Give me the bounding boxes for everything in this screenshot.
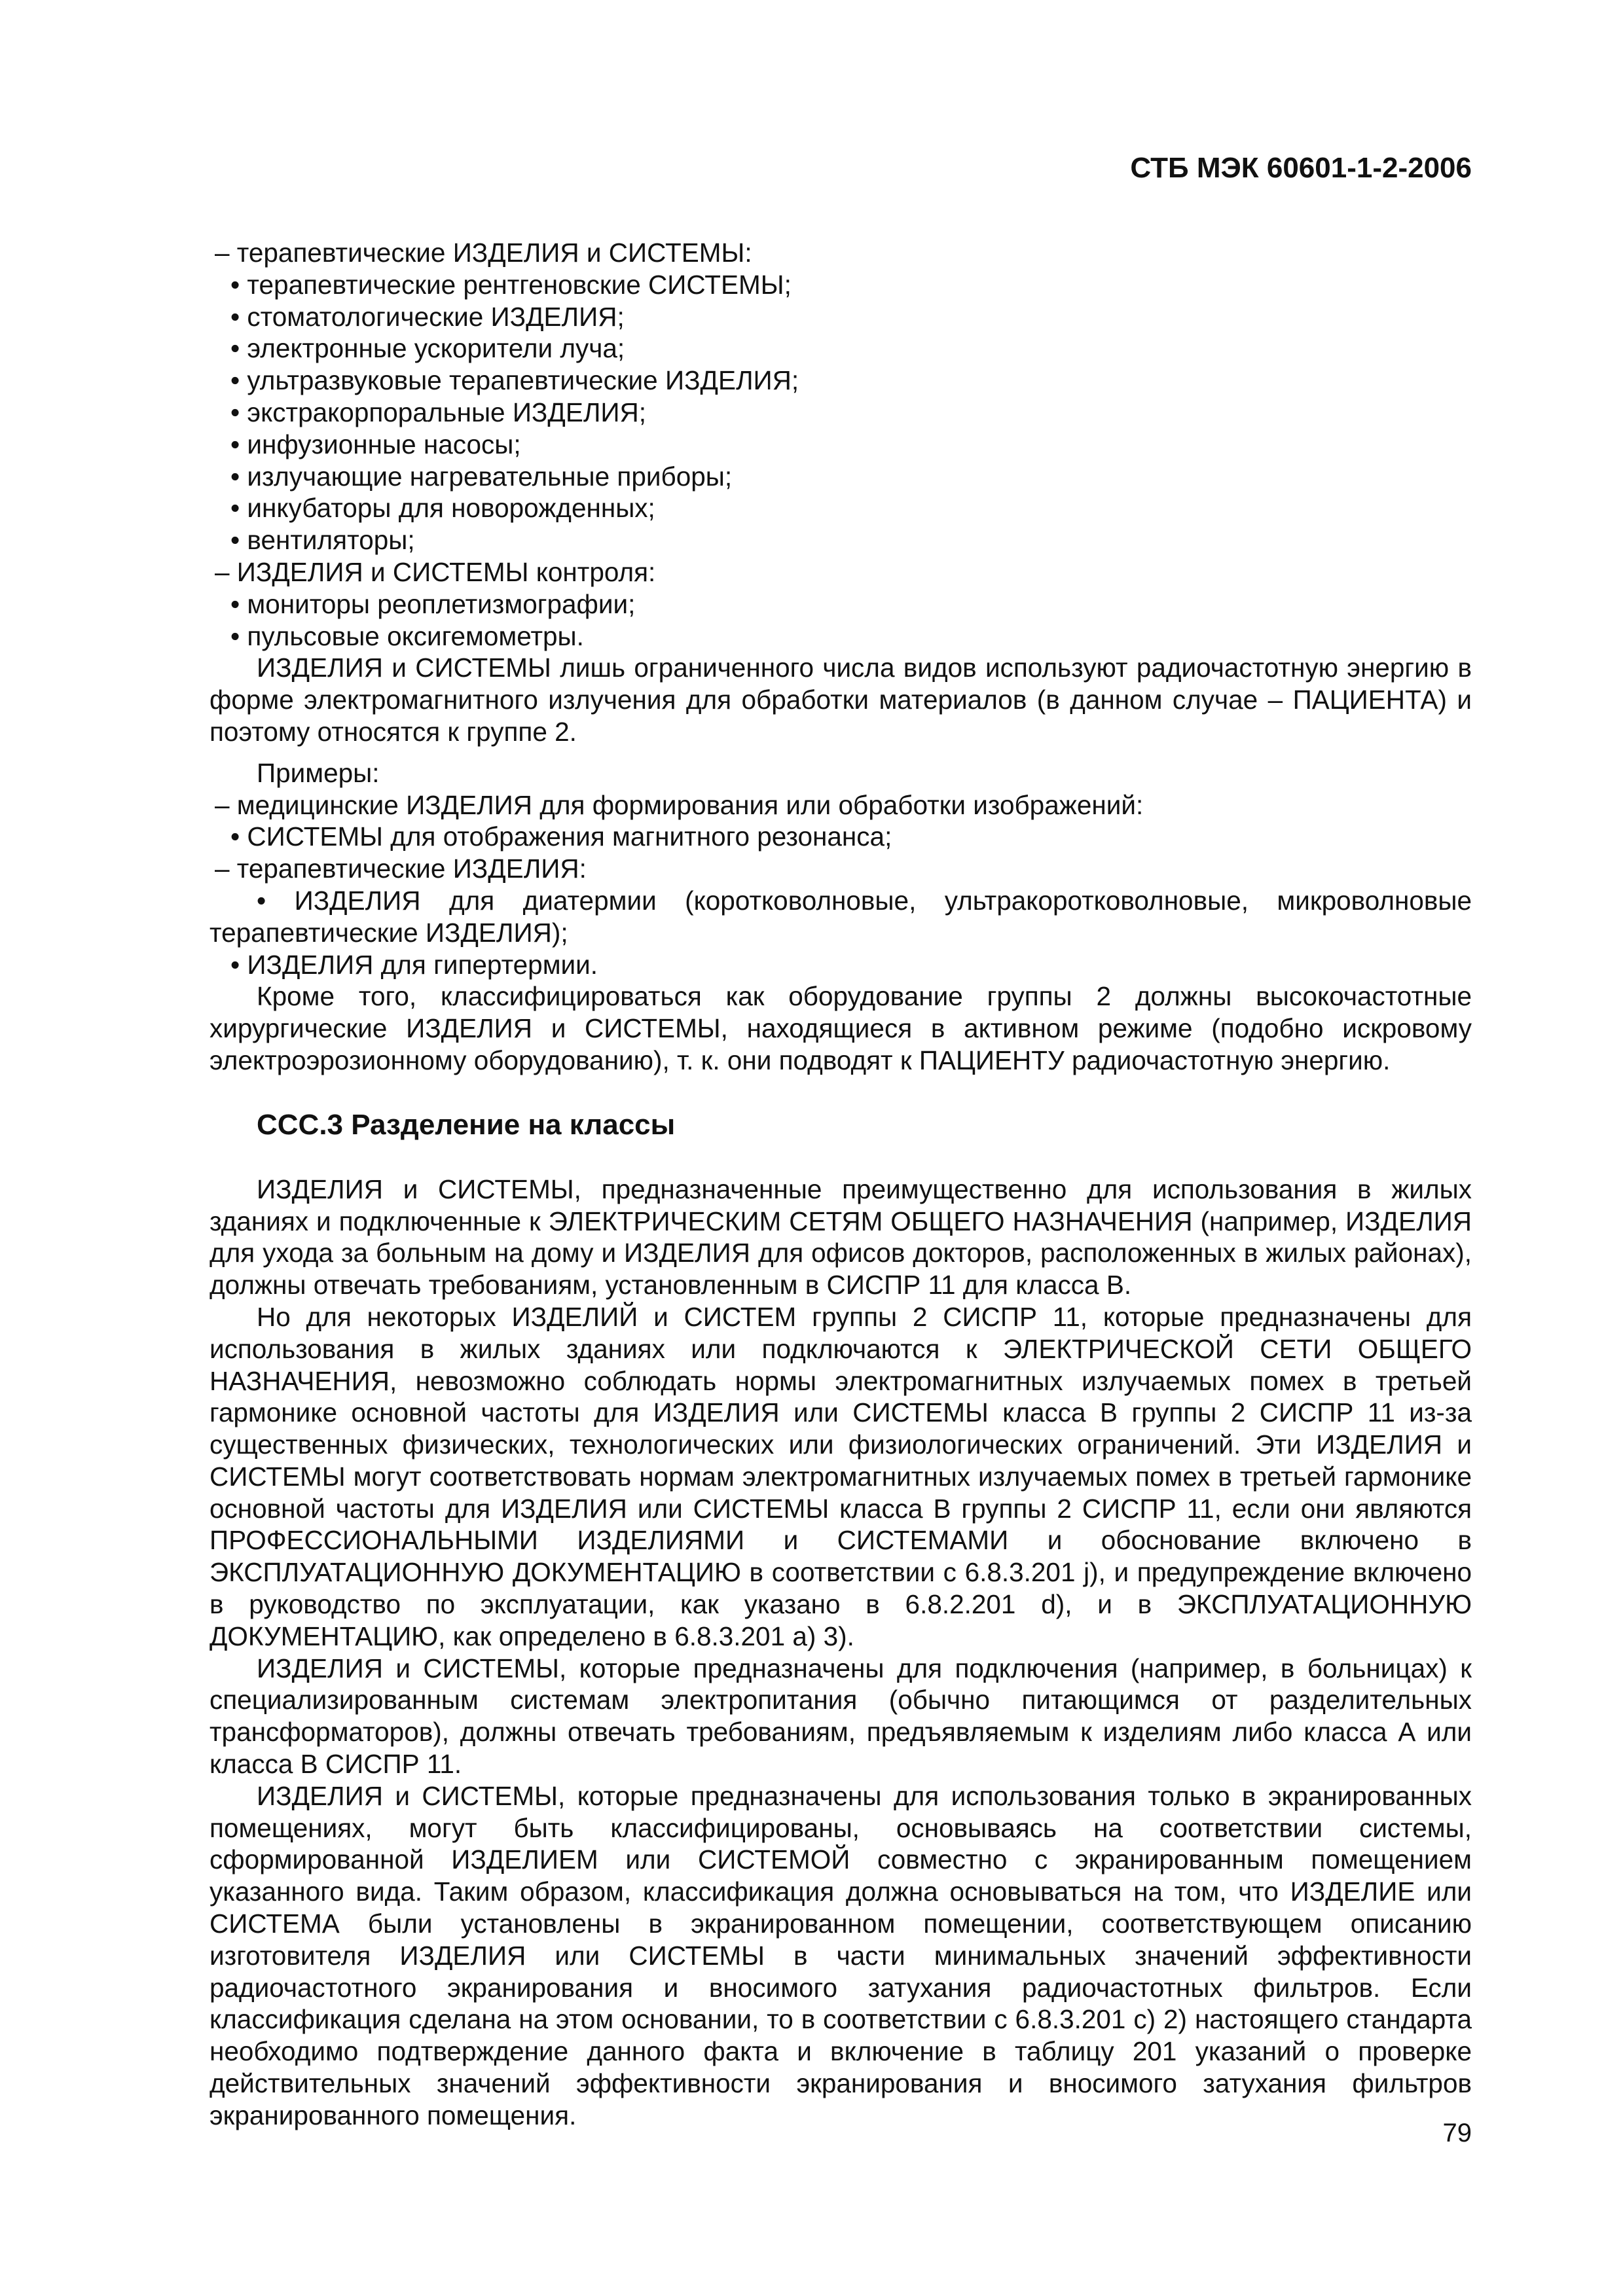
list-item: • СИСТЕМЫ для отображения магнитного резонанса; (230, 821, 892, 852)
section-paragraph: Но для некоторых ИЗДЕЛИЙ и СИСТЕМ группы 2 СИСПР 11, которые предназначены для использования в жилых зданиях или подключаются к ЭЛЕКТРИЧЕСКОЙ СЕТИ ОБЩЕГО НАЗНАЧЕНИЯ, невозможно соблюдать нормы электромагнитных излучаемых помех в третьей гармонике основной частоты для ИЗДЕЛИЯ или СИСТЕМЫ класса В группы 2 СИСПР 11 из-за существенных физических, технологических или физиологических ограничений. Эти ИЗДЕЛИЯ и СИСТЕМЫ могут соответствовать нормам электромагнитных излучаемых помех в третьей гармонике основной частоты для ИЗДЕЛИЯ или СИСТЕМЫ класса В группы 2 СИСПР 11, если они являются ПРОФЕССИОНАЛЬНЫМИ ИЗДЕЛИЯМИ и СИСТЕМАМИ и обоснование включено в ЭКСПЛУАТАЦИОННУЮ ДОКУМЕНТАЦИЮ в соответствии с 6.8.3.201 j), и предупреждение включено в руководство по эксплуатации, как указано в 6.8.2.201 d), и в ЭКСПЛУАТАЦИОННУЮ ДОКУМЕНТАЦИЮ, как определено в 6.8.3.201 а) 3). (210, 1301, 1472, 1651)
surgical-paragraph: Кроме того, классифицироваться как оборудование группы 2 должны высокочастотные хирургические ИЗДЕЛИЯ и СИСТЕМЫ, находящиеся в активном режиме (подобно искровому электроэрозионному оборудованию), т. к. они подводят к ПАЦИЕНТУ радиочастотную энергию. (210, 981, 1472, 1075)
list-item: • пульсовые оксигемометры. (230, 620, 584, 651)
examples-label: Примеры: (257, 757, 380, 788)
list-item: • стоматологические ИЗДЕЛИЯ; (230, 301, 625, 332)
therapeutic-list-heading: – терапевтические ИЗДЕЛИЯ и СИСТЕМЫ: (215, 238, 752, 268)
section-title: CCC.3 Разделение на классы (257, 1108, 676, 1141)
list-item: • ИЗДЕЛИЯ для диатермии (коротковолновые, ультракоротковолновые, микроволновые терапевтические ИЗДЕЛИЯ); (210, 885, 1472, 948)
monitoring-list-heading: – ИЗДЕЛИЯ и СИСТЕМЫ контроля: (215, 556, 656, 587)
group2-intro-paragraph: ИЗДЕЛИЯ и СИСТЕМЫ лишь ограниченного числа видов используют радиочастотную энергию в форме электромагнитного излучения для обработки материалов (в данном случае – ПАЦИЕНТА) и поэтому относятся к группе 2. (210, 653, 1472, 747)
medical-list-heading: – медицинские ИЗДЕЛИЯ для формирования или обработки изображений: (215, 789, 1144, 820)
list-item: • ультразвуковые терапевтические ИЗДЕЛИЯ; (230, 365, 799, 396)
list-item: • терапевтические рентгеновские СИСТЕМЫ; (230, 269, 792, 300)
list-item: • инкубаторы для новорожденных; (230, 493, 655, 524)
list-item: • вентиляторы; (230, 525, 415, 556)
list-item: • экстракорпоральные ИЗДЕЛИЯ; (230, 397, 647, 427)
section-paragraph: ИЗДЕЛИЯ и СИСТЕМЫ, которые предназначены для использования только в экранированных помещениях, могут быть классифицированы, основываясь на соответствии системы, сформированной ИЗДЕЛИЕМ или СИСТЕМОЙ совместно с экранированным помещением указанного вида. Таким образом, классификация должна основываться на том, что ИЗДЕЛИЕ или СИСТЕМА были установлены в экранированном помещении, соответствующем описанию изготовителя ИЗДЕЛИЯ или СИСТЕМЫ в части минимальных значений эффективности радиочастотного экранирования и вносимого затухания радиочастотных фильтров. Если классификация сделана на этом основании, то в соответствии с 6.8.3.201 с) 2) настоящего стандарта необходимо подтверждение данного факта и включение в таблицу 201 указаний о проверке действительных значений эффективности экранирования и вносимого затухания фильтров экранированного помещения. (210, 1780, 1472, 2130)
list-item: • электронные ускорители луча; (230, 333, 625, 364)
list-item: • ИЗДЕЛИЯ для гипертермии. (230, 949, 598, 980)
page-content (210, 237, 1472, 2132)
document-id-header: СТБ МЭК 60601-1-2-2006 (1130, 152, 1472, 184)
section-paragraph: ИЗДЕЛИЯ и СИСТЕМЫ, которые предназначены для подключения (например, в больницах) к специализированным системам электропитания (обычно питающимся от разделительных трансформаторов), должны отвечать требованиям, предъявляемым к изделиям либо класса А или класса В СИСПР 11. (210, 1653, 1472, 1780)
section-paragraph: ИЗДЕЛИЯ и СИСТЕМЫ, предназначенные преимущественно для использования в жилых зданиях и подключенные к ЭЛЕКТРИЧЕСКИМ СЕТЯМ ОБЩЕГО НАЗНАЧЕНИЯ (например, ИЗДЕЛИЯ для ухода за больным на дому и ИЗДЕЛИЯ для офисов докторов, расположенных в жилых районах), должны отвечать требованиям, установленным в СИСПР 11 для класса В. (210, 1174, 1472, 1300)
list-item: • излучающие нагревательные приборы; (230, 461, 733, 492)
page-number: 79 (1442, 2119, 1472, 2147)
list-item: • мониторы реоплетизмографии; (230, 588, 636, 619)
list-item: • инфузионные насосы; (230, 429, 521, 459)
therapeutic-group2-heading: – терапевтические ИЗДЕЛИЯ: (215, 853, 587, 884)
